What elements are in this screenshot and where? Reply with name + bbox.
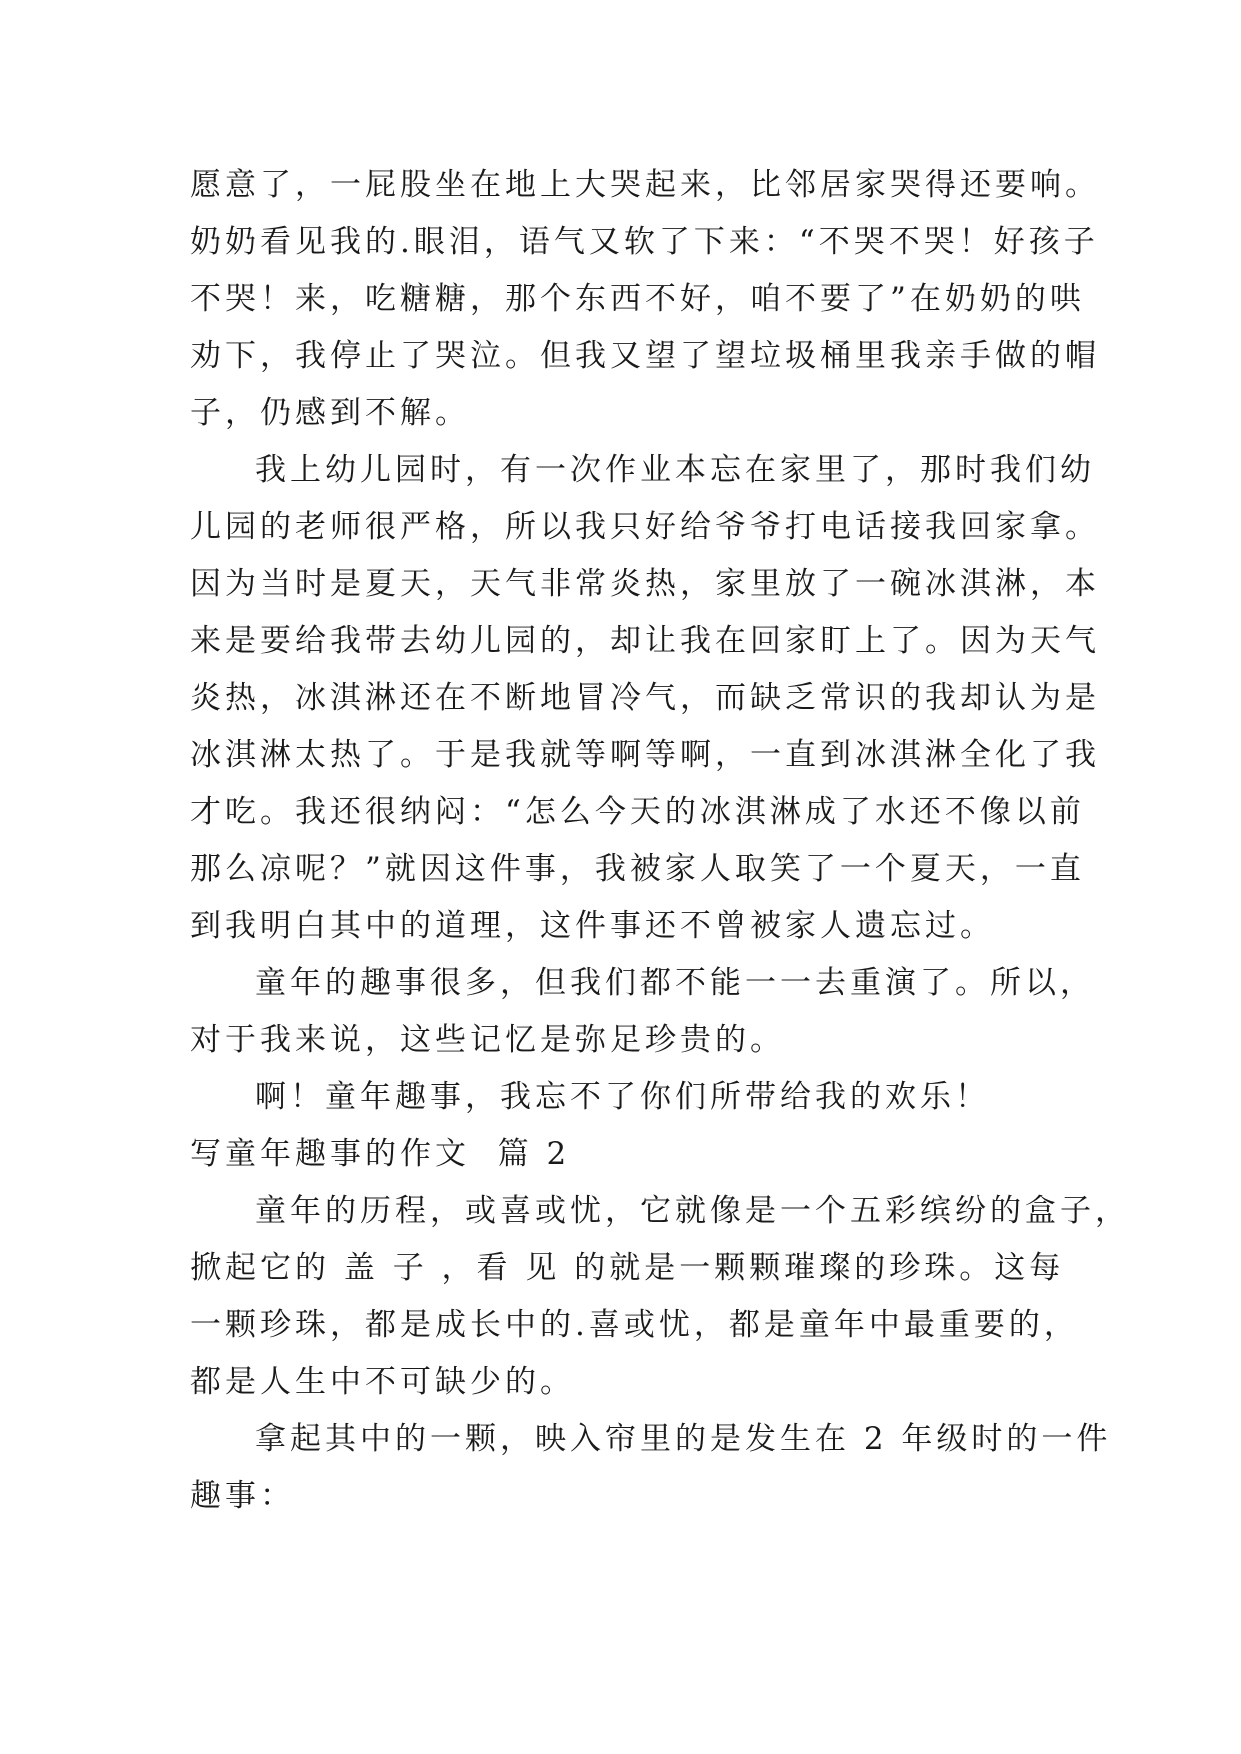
text-line: 愿意了，一屁股坐在地上大哭起来，比邻居家哭得还要响。 [190,167,1100,203]
paragraph-first-line: 我上幼儿园时，有一次作业本忘在家里了，那时我们幼 [255,452,1095,488]
text-line: 对于我来说，这些记忆是弥足珍贵的。 [190,1022,785,1058]
paragraph-first-line: 拿起其中的一颗，映入帘里的是发生在 2 年级时的一件 [255,1421,1112,1457]
text-line: 到我明白其中的道理，这件事还不曾被家人遗忘过。 [190,908,995,944]
text-line: 才吃。我还很纳闷：“怎么今天的冰淇淋成了水还不像以前 [190,794,1085,830]
text-line: 因为当时是夏天，天气非常炎热，家里放了一碗冰淇淋，本 [190,566,1100,602]
text-line: 一颗珍珠，都是成长中的.喜或忧，都是童年中最重要的， [190,1307,1079,1343]
text-line: 儿园的老师很严格，所以我只好给爷爷打电话接我回家拿。 [190,509,1100,545]
text-line: 子，仍感到不解。 [190,395,470,431]
paragraph-first-line: 童年的趣事很多，但我们都不能一一去重演了。所以， [255,965,1095,1001]
text-line: 那么凉呢？”就因这件事，我被家人取笑了一个夏天，一直 [190,851,1085,887]
text-line: 奶奶看见我的.眼泪，语气又软了下来：“不哭不哭！好孩子 [190,224,1099,260]
text-line: 都是人生中不可缺少的。 [190,1364,575,1400]
text-line: 来是要给我带去幼儿园的，却让我在回家盯上了。因为天气 [190,623,1100,659]
text-line: 劝下，我停止了哭泣。但我又望了望垃圾桶里我亲手做的帽 [190,338,1100,374]
paragraph-first-line: 童年的历程，或喜或忧，它就像是一个五彩缤纷的盒子， [255,1193,1130,1229]
text-line: 冰淇淋太热了。于是我就等啊等啊，一直到冰淇淋全化了我 [190,737,1100,773]
text-line: 掀起它的 盖 子 ，看 见 的就是一颗颗璀璨的珍珠。这每 [190,1250,1065,1286]
section-heading: 写童年趣事的作文 篇 2 [190,1136,571,1172]
text-line: 炎热，冰淇淋还在不断地冒冷气，而缺乏常识的我却认为是 [190,680,1100,716]
text-line: 不哭！来，吃糖糖，那个东西不好，咱不要了”在奶奶的哄 [190,281,1085,317]
text-line: 趣事： [190,1478,295,1514]
paragraph-first-line: 啊！童年趣事，我忘不了你们所带给我的欢乐！ [255,1079,990,1115]
